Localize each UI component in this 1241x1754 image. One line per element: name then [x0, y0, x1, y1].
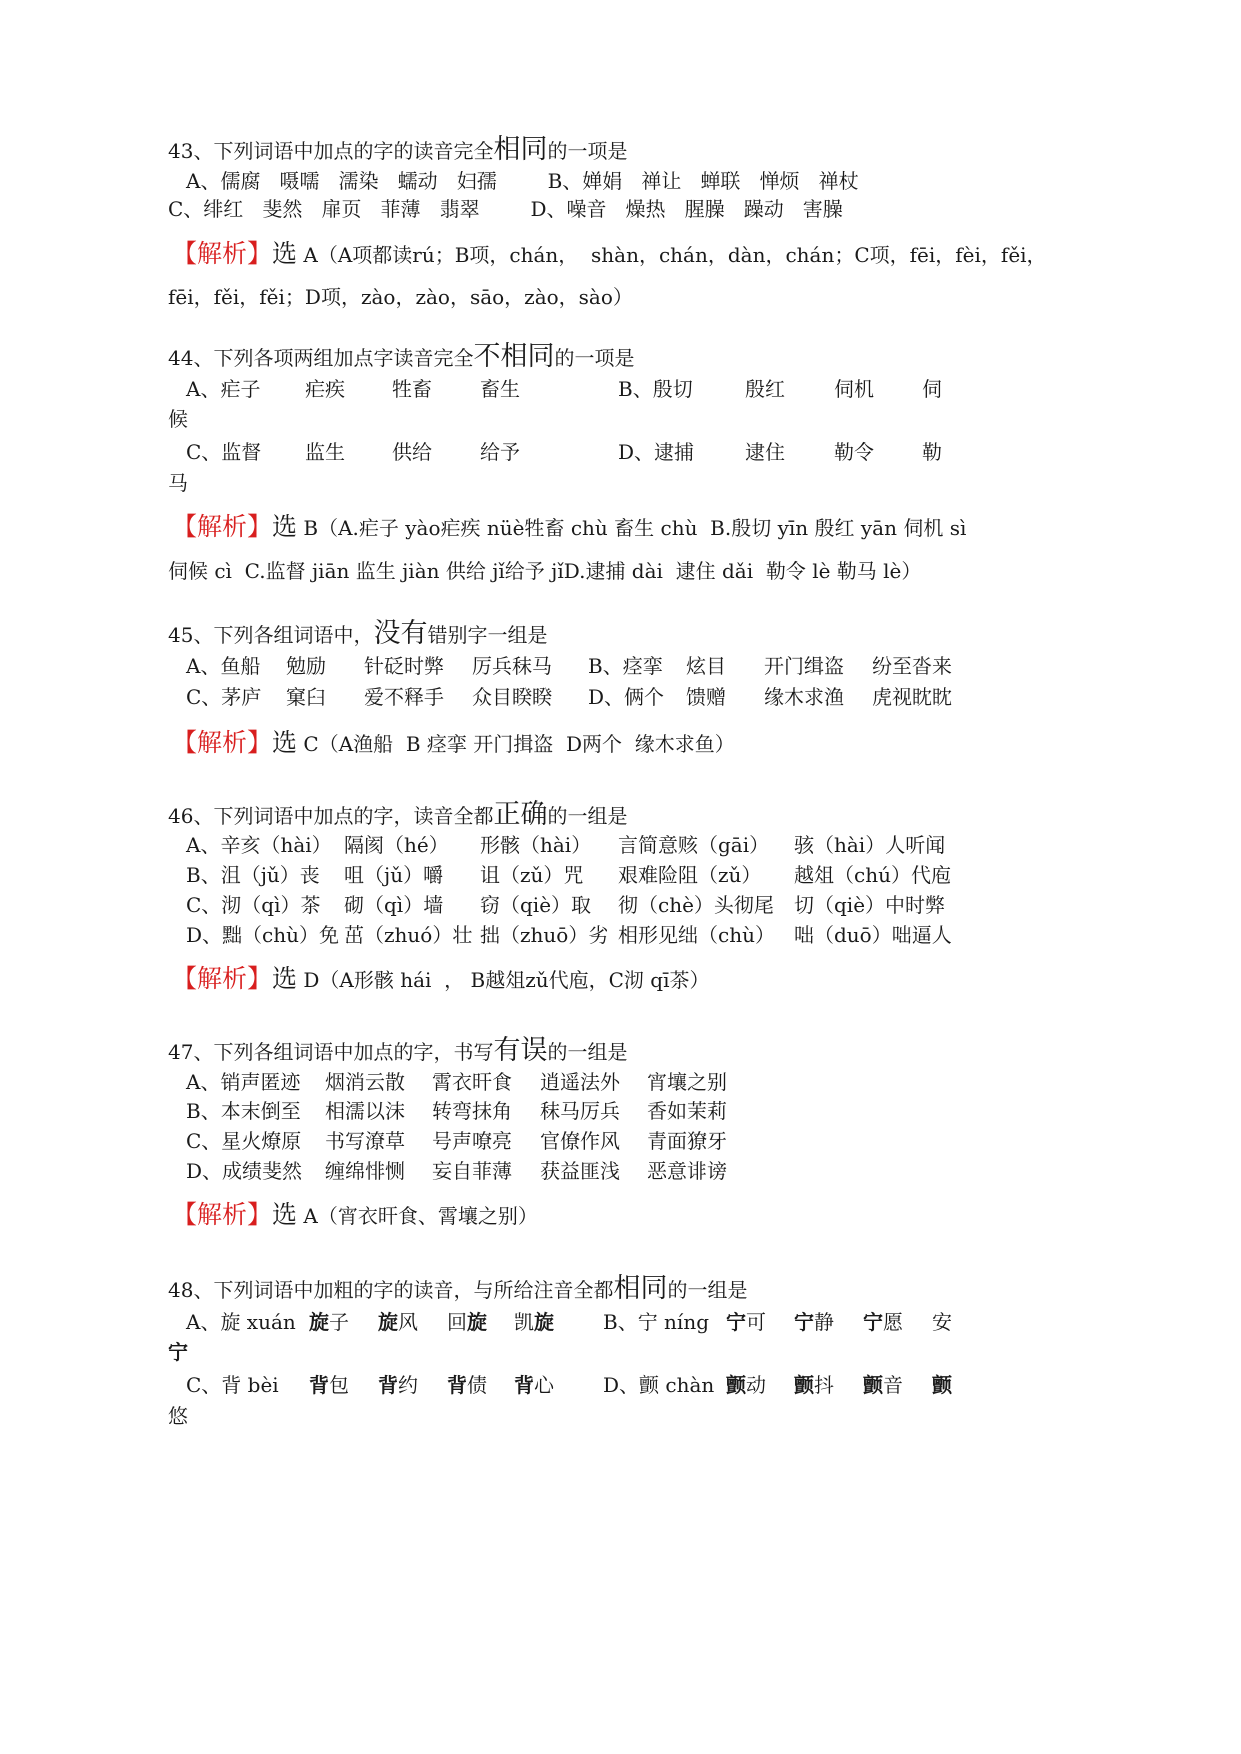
option-44-a1: A、疟子 [186, 377, 261, 401]
option-47-a-4: 逍遥法外 [540, 1070, 620, 1094]
option-46-d-3: 拙（zhuō）劣 [480, 923, 609, 947]
answer-46-line-1: 【解析】选 D（A形骸 hái ， B越俎zǔ代庖，C沏 qī茶） [172, 964, 710, 993]
option-47-b-4: 秣马厉兵 [540, 1099, 620, 1123]
emphasis: 有误 [493, 1035, 548, 1066]
option-48-b-label: B、宁 níng [603, 1310, 710, 1334]
answer-43-line-2: fēi，fěi，fěi；D项，zào，zào，sāo，zào，sào） [168, 285, 633, 309]
option-45-r1-3: 针砭时弊 [364, 654, 444, 678]
option-47-c-2: 书写潦草 [325, 1129, 405, 1153]
option-46-d-4: 相形见绌（chù） [618, 923, 775, 947]
option-44-c1: C、监督 [186, 440, 262, 464]
option-46-a-5: 骇（hài）人听闻 [794, 833, 946, 857]
option-46-d-2: 茁（zhuó）壮 [344, 923, 473, 947]
option-47-c-5: 青面獠牙 [647, 1129, 727, 1153]
option-48-c-w3: 背债 [447, 1373, 487, 1397]
emphasis: 没有 [373, 618, 428, 649]
question-47-stem: 47、下列各组词语中加点的字，书写有误的一组是 [168, 1035, 628, 1066]
analysis-tag: 【解析】 [172, 239, 273, 268]
option-46-b-5: 越俎（chú）代庖 [794, 863, 951, 887]
option-47-c-4: 官僚作风 [540, 1129, 620, 1153]
option-45-r2-5: D、俩个 [588, 685, 665, 709]
option-44-c2: 监生 [305, 440, 345, 464]
emphasis: 不相同 [473, 341, 555, 372]
option-46-a-4: 言简意赅（gāi） [618, 833, 770, 857]
question-43-options-row-2: C、绯红 斐然 扉页 菲薄 翡翠 D、噪音 燥热 腥臊 躁动 害臊 [168, 197, 843, 221]
option-47-a-1: A、销声匿迹 [186, 1070, 301, 1094]
option-47-c-3: 号声嘹亮 [432, 1129, 512, 1153]
option-44-d4: 勒 [922, 440, 942, 464]
option-44-d4-wrap: 马 [168, 471, 188, 495]
option-48-d-w1: 颤动 [726, 1373, 766, 1397]
option-44-b2: 殷红 [745, 377, 785, 401]
question-44-stem: 44、下列各项两组加点字读音完全不相同的一项是 [168, 341, 635, 372]
option-44-b1: B、殷切 [618, 377, 693, 401]
answer-45-line-1: 【解析】选 C（A渔船 B 痉挛 开门揖盗 D两个 缘木求鱼） [172, 728, 735, 757]
option-46-c-2: 砌（qì）墙 [344, 893, 444, 917]
option-45-r2-6: 馈赠 [686, 685, 726, 709]
option-45-r2-7: 缘木求渔 [764, 685, 844, 709]
option-48-d-w4-wrap: 悠 [168, 1404, 188, 1428]
option-44-d2: 逮住 [745, 440, 785, 464]
option-45-r1-8: 纷至沓来 [872, 654, 952, 678]
option-45-r1-6: 炫目 [686, 654, 726, 678]
emphasis: 正确 [493, 799, 548, 830]
option-47-b-1: B、本末倒至 [186, 1099, 301, 1123]
option-48-c-w4: 背心 [514, 1373, 554, 1397]
option-47-d-2: 缠绵悱恻 [325, 1159, 405, 1183]
option-46-c-5: 切（qiè）中时弊 [794, 893, 946, 917]
analysis-tag: 【解析】 [172, 512, 273, 541]
option-46-d-5: 咄（duō）咄逼人 [794, 923, 952, 947]
answer-44-line-1: 【解析】选 B（A.疟子 yào疟疾 nüè牲畜 chù 畜生 chù B.殷切 yīn 殷红 yān 伺机 sì [172, 512, 967, 541]
option-48-d-w4: 颤 [932, 1373, 952, 1397]
answer-44-line-2: 伺候 cì C.监督 jiān 监生 jiàn 供给 jǐ给予 jǐD.逮捕 dài 逮住 dǎi 勒令 lè 勒马 lè） [168, 559, 922, 583]
analysis-tag: 【解析】 [172, 1200, 273, 1229]
option-44-b4: 伺 [922, 377, 942, 401]
option-48-a-label: A、旋 xuán [186, 1310, 296, 1334]
option-44-d3: 勒令 [834, 440, 874, 464]
option-46-a-3: 形骸（hài） [480, 833, 592, 857]
option-44-c4: 给予 [480, 440, 520, 464]
option-47-a-3: 霄衣旰食 [432, 1070, 512, 1094]
emphasis: 相同 [493, 134, 548, 165]
question-43-options-row-1: A、儒腐 嗫嚅 濡染 蠕动 妇孺 B、婵娟 禅让 蝉联 惮烦 禅杖 [186, 169, 859, 193]
answer-43-line-1: 【解析】选 A（A项都读rú；B项，chán， shàn，chán，dàn，chán；C项，fēi，fèi，fěi， [172, 239, 1047, 268]
option-48-b-w2: 宁静 [794, 1310, 834, 1334]
option-45-r1-5: B、痉挛 [588, 654, 663, 678]
analysis-tag: 【解析】 [172, 728, 273, 757]
option-47-a-5: 宵壤之别 [647, 1070, 727, 1094]
option-45-r1-4: 厉兵秣马 [472, 654, 552, 678]
option-45-r1-7: 开门缉盗 [764, 654, 844, 678]
option-46-c-3: 窃（qiè）取 [480, 893, 592, 917]
option-45-r2-2: 窠臼 [286, 685, 326, 709]
option-44-b4-wrap: 候 [168, 407, 188, 431]
option-45-r2-1: C、茅庐 [186, 685, 262, 709]
option-46-b-3: 诅（zǔ）咒 [480, 863, 584, 887]
option-48-a-w4: 凯旋 [514, 1310, 554, 1334]
option-46-a-2: 隔阂（hé） [344, 833, 449, 857]
option-48-a-w2: 旋风 [378, 1310, 418, 1334]
option-47-d-1: D、成绩斐然 [186, 1159, 303, 1183]
option-48-b-w4: 安 [932, 1310, 952, 1334]
option-46-b-1: B、沮（jǔ）丧 [186, 863, 320, 887]
option-44-c3: 供给 [392, 440, 432, 464]
option-48-a-w1: 旋子 [309, 1310, 349, 1334]
option-46-b-2: 咀（jǔ）嚼 [344, 863, 444, 887]
option-47-d-5: 恶意诽谤 [647, 1159, 727, 1183]
question-43-stem: 43、下列词语中加点的字的读音完全相同的一项是 [168, 134, 628, 165]
option-46-d-1: D、黜（chù）免 [186, 923, 339, 947]
option-44-d1: D、逮捕 [618, 440, 695, 464]
option-48-d-w3: 颤音 [863, 1373, 903, 1397]
option-47-d-4: 获益匪浅 [540, 1159, 620, 1183]
answer-47-line-1: 【解析】选 A（宵衣旰食、霄壤之别） [172, 1200, 538, 1229]
option-47-a-2: 烟消云散 [325, 1070, 405, 1094]
question-48-stem: 48、下列词语中加粗的字的读音，与所给注音全都相同的一组是 [168, 1273, 748, 1304]
option-48-b-w3: 宁愿 [863, 1310, 903, 1334]
option-48-b-w4-wrap: 宁 [168, 1340, 188, 1364]
option-48-b-w1: 宁可 [726, 1310, 766, 1334]
option-46-c-4: 彻（chè）头彻尾 [618, 893, 774, 917]
option-48-c-w1: 背包 [309, 1373, 349, 1397]
option-48-d-label: D、颤 chàn [603, 1373, 715, 1397]
option-45-r2-8: 虎视眈眈 [872, 685, 952, 709]
option-47-b-5: 香如茉莉 [647, 1099, 727, 1123]
option-44-a3: 牲畜 [392, 377, 432, 401]
option-48-a-w3: 回旋 [447, 1310, 487, 1334]
option-46-c-1: C、沏（qì）茶 [186, 893, 321, 917]
emphasis: 相同 [613, 1273, 668, 1304]
option-48-c-w2: 背约 [378, 1373, 418, 1397]
question-45-stem: 45、下列各组词语中，没有错别字一组是 [168, 618, 548, 649]
option-47-d-3: 妄自菲薄 [432, 1159, 512, 1183]
option-45-r1-2: 勉励 [286, 654, 326, 678]
option-47-b-3: 转弯抹角 [432, 1099, 512, 1123]
option-46-a-1: A、辛亥（hài） [186, 833, 332, 857]
option-45-r1-1: A、鱼船 [186, 654, 261, 678]
analysis-tag: 【解析】 [172, 964, 273, 993]
option-45-r2-3: 爱不释手 [364, 685, 444, 709]
option-44-a4: 畜生 [480, 377, 520, 401]
option-46-b-4: 艰难险阻（zǔ） [618, 863, 762, 887]
option-47-b-2: 相濡以沫 [325, 1099, 405, 1123]
option-48-d-w2: 颤抖 [794, 1373, 834, 1397]
option-45-r2-4: 众目睽睽 [472, 685, 552, 709]
option-44-b3: 伺机 [834, 377, 874, 401]
option-48-c-label: C、背 bèi [186, 1373, 279, 1397]
option-47-c-1: C、星火燎原 [186, 1129, 302, 1153]
question-46-stem: 46、下列词语中加点的字，读音全都正确的一组是 [168, 799, 628, 830]
option-44-a2: 疟疾 [305, 377, 345, 401]
